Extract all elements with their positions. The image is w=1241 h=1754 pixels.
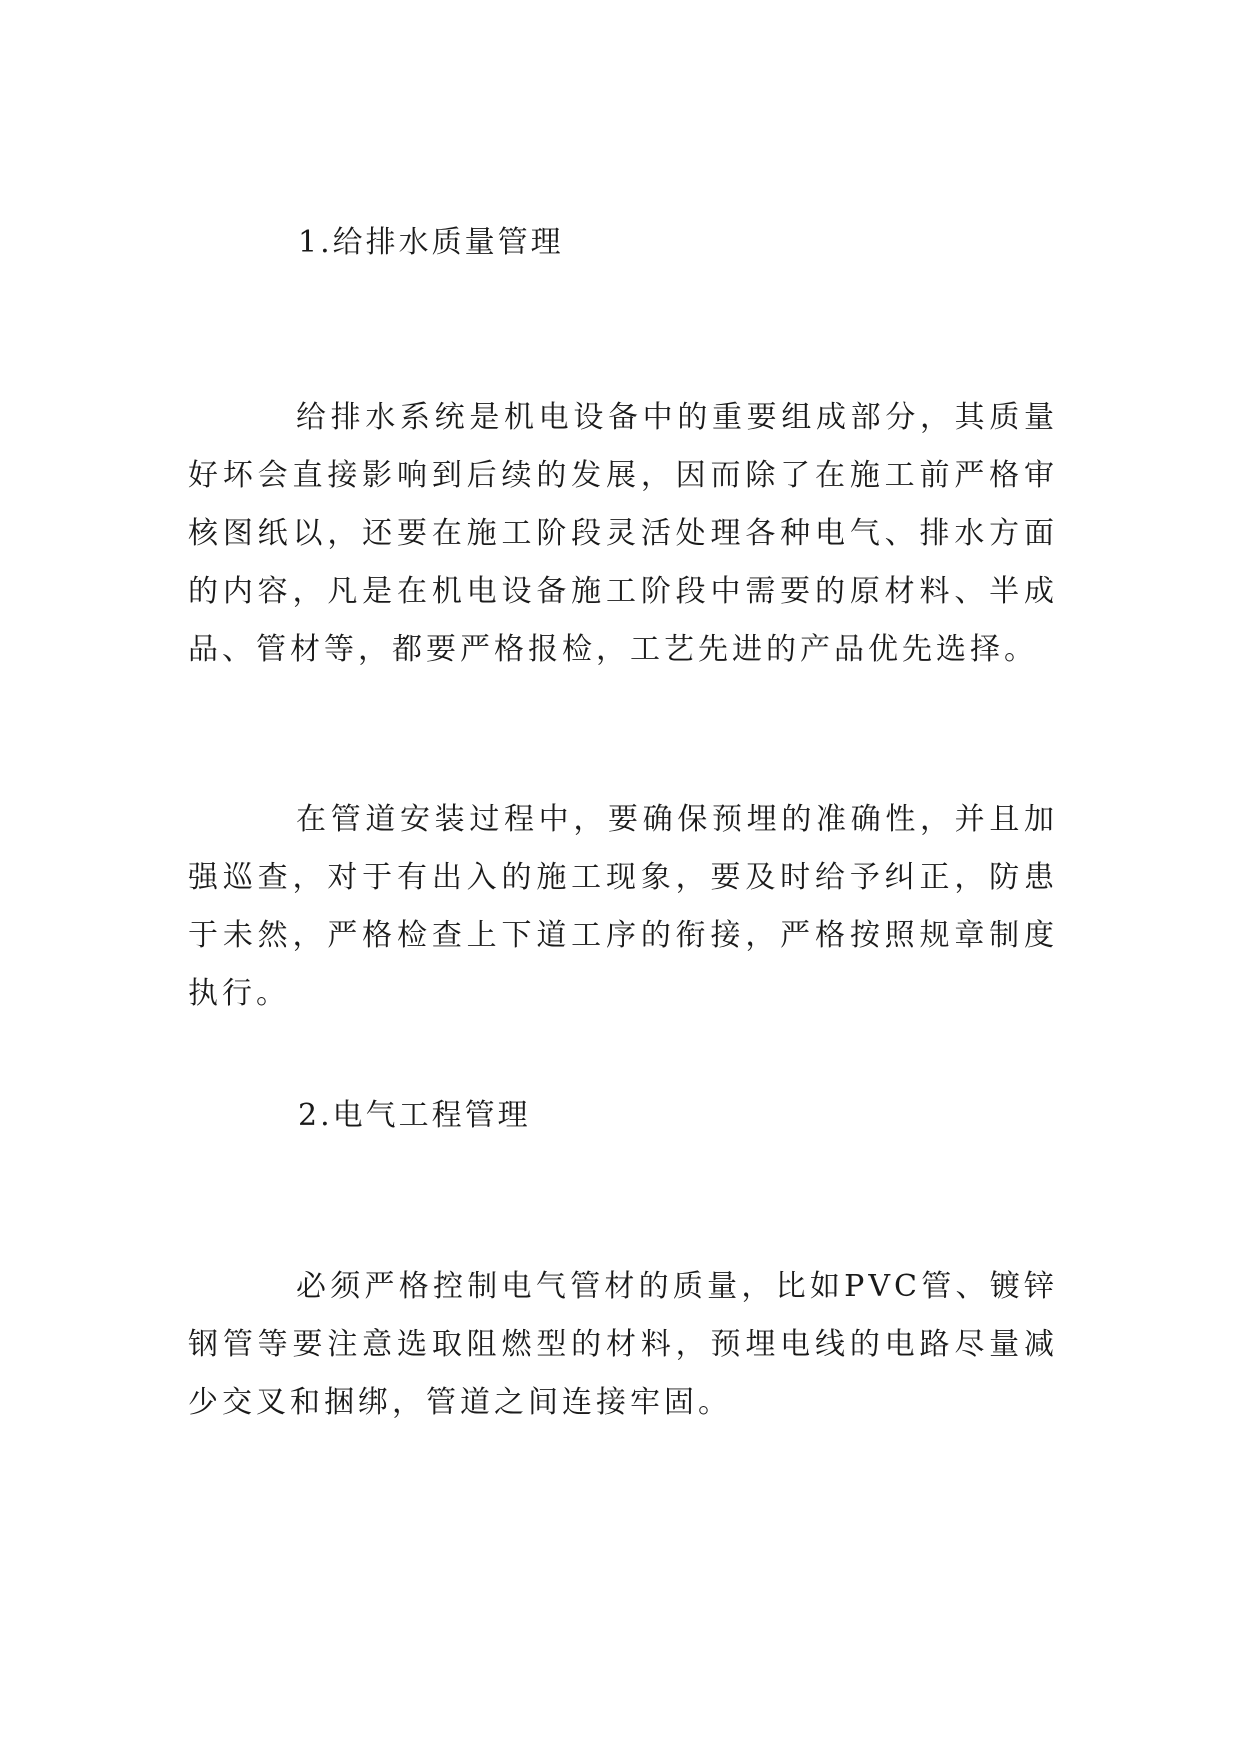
section-heading-water-supply-drainage: 1.给排水质量管理 bbox=[298, 225, 564, 260]
section-heading-electrical-engineering: 2.电气工程管理 bbox=[298, 1098, 531, 1133]
paragraph-pipe-installation: 在管道安装过程中，要确保预埋的准确性，并且加强巡查，对于有出入的施工现象，要及时给予纠正，防患于未然，严格检查上下道工序的衔接，严格按照规章制度执行。 bbox=[188, 802, 1058, 1011]
paragraph-water-system-quality: 给排水系统是机电设备中的重要组成部分，其质量好坏会直接影响到后续的发展，因而除了在施工前严格审核图纸以，还要在施工阶段灵活处理各种电气、排水方面的内容，凡是在机电设备施工阶段中需要的原材料、半成品、管材等，都要严格报检，工艺先进的产品优先选择。 bbox=[188, 400, 1058, 667]
paragraph-electrical-conduit-quality: 必须严格控制电气管材的质量，比如PVC管、镀锌钢管等要注意选取阻燃型的材料，预埋电线的电路尽量减少交叉和捆绑，管道之间连接牢固。 bbox=[188, 1269, 1058, 1420]
